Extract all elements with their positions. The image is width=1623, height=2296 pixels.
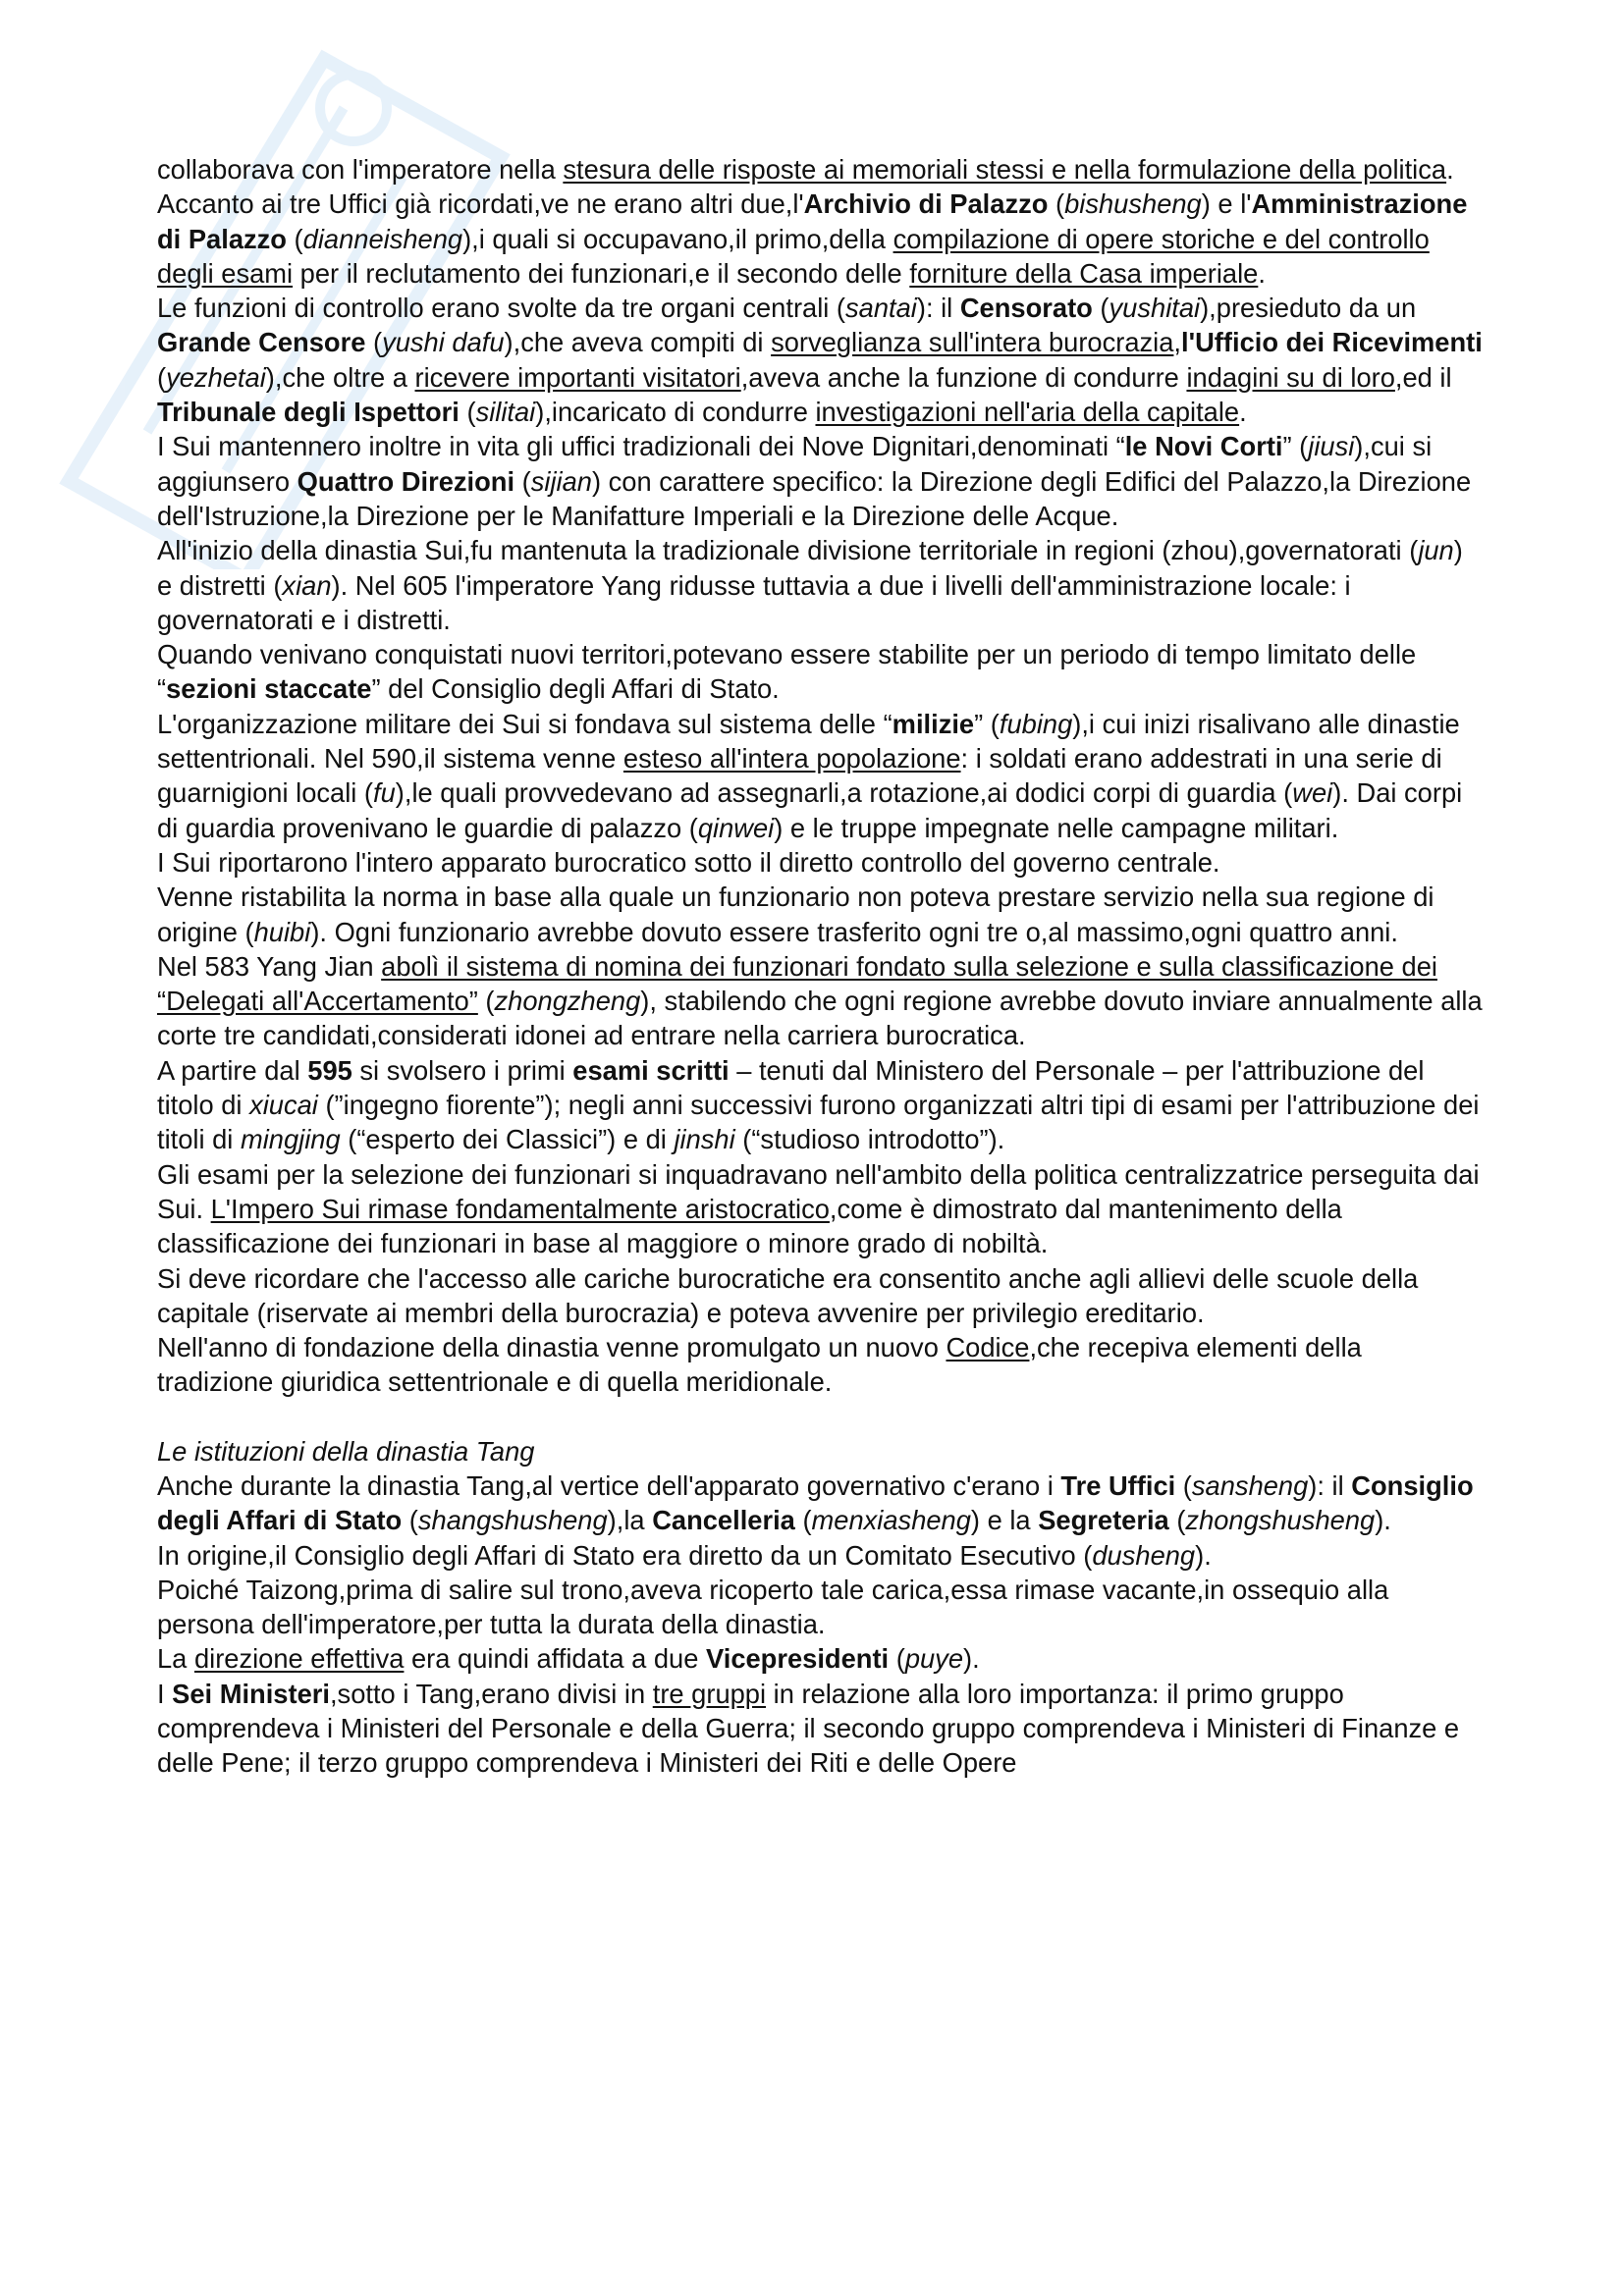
paragraph — [157, 637, 1483, 707]
bold-term: Tribunale degli Ispettori — [157, 397, 460, 428]
text-run: ( — [1168, 1505, 1186, 1536]
text-run: ( — [1175, 1469, 1192, 1501]
paragraph — [157, 533, 1483, 637]
text-run: ), stabilendo che ogni regione avrebbe dovuto inviare annualmente alla corte tre candidati,considerati idonei ad entrare nella carriera burocratica. — [157, 986, 1483, 1051]
italic-term: shangshusheng — [417, 1505, 608, 1536]
paragraph — [157, 291, 1483, 429]
paragraph-group-tang — [157, 1468, 1483, 1781]
text-run: ): il — [916, 293, 960, 324]
text-run: Le funzioni di controllo erano svolte da tre organi centrali ( — [157, 293, 846, 324]
underlined-phrase: ricevere importanti visitatori — [414, 361, 741, 393]
text-run: ( — [477, 986, 495, 1017]
bold-term: Amministrazione di Palazzo — [157, 188, 1468, 254]
text-run: ) e l' — [1201, 188, 1252, 220]
paragraph — [157, 949, 1483, 1053]
italic-term: puye — [904, 1643, 964, 1675]
text-run: L'organizzazione militare dei Sui si fondava sul sistema delle “ — [157, 708, 893, 739]
bold-term: Consiglio degli Affari di Stato — [157, 1469, 1474, 1536]
text-run: ). Nel 605 l'imperatore Yang ridusse tuttavia a due i livelli dell'amministrazione locale: i governatorati e i distretti. — [157, 569, 1351, 635]
text-run: collaborava con l'imperatore nella — [157, 154, 564, 185]
text-run: All'inizio della dinastia Sui,fu mantenuta la tradizionale divisione territoriale in regioni (zhou),governatorati ( — [157, 535, 1419, 566]
bold-term: Sei Ministeri — [172, 1678, 330, 1709]
text-run: ),incaricato di condurre — [535, 397, 816, 428]
text-run: Nel 583 Yang Jian — [157, 950, 382, 982]
text-run: I Sui riportarono l'intero apparato burocratico sotto il diretto controllo del governo centrale. — [157, 846, 1220, 878]
text-run: ( — [889, 1643, 905, 1675]
italic-term: mingjing — [240, 1124, 341, 1155]
text-run: . — [1258, 257, 1266, 289]
bold-term: l'Ufficio dei Ricevimenti — [1181, 327, 1483, 358]
underlined-phrase: esteso all'intera popolazione — [622, 743, 961, 774]
underlined-phrase: L'Impero Sui rimase fondamentalmente aristocratico — [210, 1193, 830, 1224]
underlined-phrase: indagini su di loro — [1186, 361, 1395, 393]
bold-term: Grande Censore — [157, 327, 366, 358]
italic-term: yushi dafu — [382, 327, 505, 358]
text-run: ( — [1048, 188, 1065, 220]
text-run: ),cui si aggiunsero — [157, 431, 1433, 497]
bold-term: Archivio di Palazzo — [803, 188, 1049, 220]
paragraph — [157, 1641, 1483, 1676]
bold-term: milizie — [892, 708, 975, 739]
text-run: Nell'anno di fondazione della dinastia venne promulgato un nuovo — [157, 1332, 947, 1363]
text-run: ” ( — [974, 708, 1000, 739]
text-run: ) e la — [970, 1505, 1039, 1536]
text-run: Venne ristabilita la norma in base alla quale un funzionario non poteva prestare servizio nella sua regione di origine ( — [157, 881, 1434, 947]
text-run: ” del Consiglio degli Affari di Stato. — [371, 673, 780, 705]
text-run: ). Dai corpi di guardia provenivano le guardie di palazzo ( — [157, 777, 1463, 843]
text-run: In origine,il Consiglio degli Affari di Stato era diretto da un Comitato Esecutivo ( — [157, 1539, 1093, 1571]
italic-term: sansheng — [1191, 1469, 1309, 1501]
italic-term: fubing — [999, 708, 1073, 739]
text-run: per il reclutamento dei funzionari,e il secondo delle — [293, 257, 910, 289]
paragraph — [157, 187, 1483, 291]
text-run: in relazione alla loro importanza: il primo gruppo comprendeva i Ministeri del Personale e della Guerra; il secondo gruppo comprendeva i Ministeri di Finanze e delle Pene; il terzo gruppo comprendeva i Ministeri dei Riti e delle Opere — [157, 1678, 1460, 1779]
italic-term: yezhetai — [166, 361, 266, 393]
text-run: ) con carattere specifico: la Direzione degli Edifici del Palazzo,la Direzione dell'Istruzione,la Direzione per le Manifatture Imperiali e la Direzione delle Acque. — [157, 465, 1472, 531]
paragraph — [157, 880, 1483, 949]
italic-term: huibi — [253, 916, 311, 947]
text-run: ). — [1375, 1505, 1391, 1536]
text-run: ). — [963, 1643, 980, 1675]
bold-term: Censorato — [959, 293, 1093, 324]
italic-term: silitai — [475, 397, 536, 428]
text-run: ” ( — [1282, 431, 1309, 462]
bold-term: sezioni staccate — [166, 673, 372, 705]
bold-term: esami scritti — [572, 1054, 730, 1086]
text-run: (”ingegno fiorente”); negli anni successivi furono organizzati altri tipi di esami per l'attribuzione dei titoli di — [157, 1090, 1480, 1155]
text-run: ): il — [1308, 1469, 1352, 1501]
text-run: ,che recepiva elementi della tradizione giuridica settentrionale e di quella meridionale. — [157, 1332, 1362, 1398]
text-run: – tenuti dal Ministero del Personale – per l'attribuzione del titolo di — [157, 1054, 1425, 1121]
text-run: ). Ogni funzionario avrebbe dovuto essere trasferito ogni tre o,al massimo,ogni quattro anni. — [310, 916, 1398, 947]
text-run: ( — [402, 1505, 418, 1536]
bold-term: Cancelleria — [652, 1505, 795, 1536]
underlined-phrase: tre gruppi — [652, 1678, 767, 1709]
text-run: ,aveva anche la funzione di condurre — [740, 361, 1187, 393]
paragraph — [157, 1053, 1483, 1157]
text-run: ( — [514, 465, 531, 497]
text-run: era quindi affidata a due — [404, 1643, 707, 1675]
text-run: ),i cui inizi risalivano alle dinastie settentrionali. Nel 590,il sistema venne — [157, 708, 1460, 774]
text-run: ),le quali provvedevano ad assegnarli,a rotazione,ai dodici corpi di guardia ( — [395, 777, 1293, 809]
italic-term: yushitai — [1109, 293, 1201, 324]
text-run: I Sui mantennero inoltre in vita gli uffici tradizionali dei Nove Dignitari,denominati “ — [157, 431, 1125, 462]
italic-term: sijian — [530, 465, 592, 497]
italic-term: xiucai — [249, 1090, 318, 1121]
paragraph — [157, 1468, 1483, 1538]
italic-term: menxiasheng — [811, 1505, 971, 1536]
underlined-phrase: abolì il sistema di nomina dei funzionari fondato sulla selezione e sulla classificazione dei “Delegati all'Accertamento” — [157, 950, 1437, 1017]
text-run: : i soldati erano addestrati in una serie di guarnigioni locali ( — [157, 743, 1442, 809]
italic-term: xian — [282, 569, 332, 601]
text-run: Gli esami per la selezione dei funzionari si inquadravano nell'ambito della politica centralizzatrice perseguita dai Sui. — [157, 1158, 1480, 1224]
underlined-phrase: Codice — [946, 1332, 1030, 1363]
text-run: . — [1446, 154, 1454, 185]
text-run: A partire dal — [157, 1054, 308, 1086]
text-run: ) e le truppe impegnate nelle campagne militari. — [774, 812, 1339, 843]
paragraph — [157, 1330, 1483, 1400]
text-run: (“esperto dei Classici”) e di — [340, 1124, 675, 1155]
text-run: ( — [286, 223, 303, 254]
italic-term: bishusheng — [1064, 188, 1202, 220]
text-run: ( — [794, 1505, 812, 1536]
text-run: . — [1239, 397, 1247, 428]
underlined-phrase: compilazione di opere storiche e del controllo degli esami — [157, 223, 1430, 289]
text-run: ),che oltre a — [265, 361, 415, 393]
text-run: I — [157, 1678, 173, 1709]
paragraph — [157, 429, 1483, 533]
paragraph — [157, 707, 1483, 845]
section-heading: Le istituzioni della dinastia Tang — [157, 1435, 535, 1467]
italic-term: santai — [845, 293, 917, 324]
text-run: (“studioso introdotto”). — [734, 1124, 1005, 1155]
underlined-phrase: stesura delle risposte ai memoriali stessi e nella formulazione della politica — [563, 154, 1447, 185]
paragraph — [157, 1573, 1483, 1642]
text-run: Accanto ai tre Uffici già ricordati,ve ne erano altri due,l' — [157, 188, 804, 220]
italic-term: fu — [373, 777, 396, 809]
paragraph — [157, 845, 1483, 880]
bold-term: le Novi Corti — [1124, 431, 1283, 462]
bold-term: Quattro Direzioni — [297, 465, 515, 497]
text-run: Anche durante la dinastia Tang,al vertice dell'apparato governativo c'erano i — [157, 1469, 1061, 1501]
underlined-phrase: direzione effettiva — [193, 1643, 405, 1675]
italic-term: dianneisheng — [302, 223, 463, 254]
bold-term: Tre Uffici — [1060, 1469, 1176, 1501]
text-run: ),la — [607, 1505, 653, 1536]
paragraph-group-sui — [157, 152, 1483, 1400]
bold-term: Segreteria — [1038, 1505, 1169, 1536]
text-run: ,sotto i Tang,erano divisi in — [329, 1678, 653, 1709]
italic-term: jiusi — [1308, 431, 1355, 462]
text-run: ( — [459, 397, 476, 428]
text-run: si svolsero i primi — [352, 1054, 573, 1086]
text-run: ( — [365, 327, 383, 358]
bold-term: 595 — [307, 1054, 352, 1086]
text-run: ) e distretti ( — [157, 535, 1463, 601]
text-run: ,ed il — [1394, 361, 1452, 393]
italic-term: dusheng — [1092, 1539, 1196, 1571]
text-run: ),che aveva compiti di — [504, 327, 772, 358]
text-run: La — [157, 1643, 194, 1675]
italic-term: jun — [1418, 535, 1454, 566]
underlined-phrase: sorveglianza sull'intera burocrazia — [771, 327, 1174, 358]
document-body — [157, 152, 1483, 1781]
italic-term: wei — [1292, 777, 1333, 809]
text-run: ). — [1195, 1539, 1212, 1571]
italic-term: qinwei — [697, 812, 775, 843]
italic-term: zhongshusheng — [1185, 1505, 1376, 1536]
text-run: ),i quali si occupavano,il primo,della — [462, 223, 893, 254]
text-run: Poiché Taizong,prima di salire sul trono,aveva ricoperto tale carica,essa rimase vacante,in ossequio alla persona dell'imperatore,per tutta la durata della dinastia. — [157, 1574, 1389, 1640]
paragraph — [157, 1261, 1483, 1331]
underlined-phrase: investigazioni nell'aria della capitale — [815, 397, 1240, 428]
text-run: Si deve ricordare che l'accesso alle cariche burocratiche era consentito anche agli allievi delle scuole della capitale (riservate ai membri della burocrazia) e poteva avvenire per privilegio ereditario. — [157, 1262, 1419, 1328]
text-run: ),presieduto da un — [1200, 293, 1417, 324]
paragraph — [157, 1157, 1483, 1261]
italic-term: zhongzheng — [494, 986, 641, 1017]
text-run: ( — [1092, 293, 1109, 324]
italic-term: jinshi — [674, 1124, 735, 1155]
text-run: ,come è dimostrato dal mantenimento della classificazione dei funzionari in base al maggiore o minore grado di nobiltà. — [157, 1193, 1342, 1259]
underlined-phrase: forniture della Casa imperiale — [909, 257, 1259, 289]
paragraph — [157, 152, 1483, 187]
text-run: ( — [157, 361, 167, 393]
text-run: Quando venivano conquistati nuovi territori,potevano essere stabilite per un periodo di tempo limitato delle “ — [157, 639, 1417, 705]
bold-term: Vicepresidenti — [706, 1643, 890, 1675]
paragraph — [157, 1677, 1483, 1781]
text-run: , — [1173, 327, 1182, 358]
paragraph — [157, 1538, 1483, 1573]
